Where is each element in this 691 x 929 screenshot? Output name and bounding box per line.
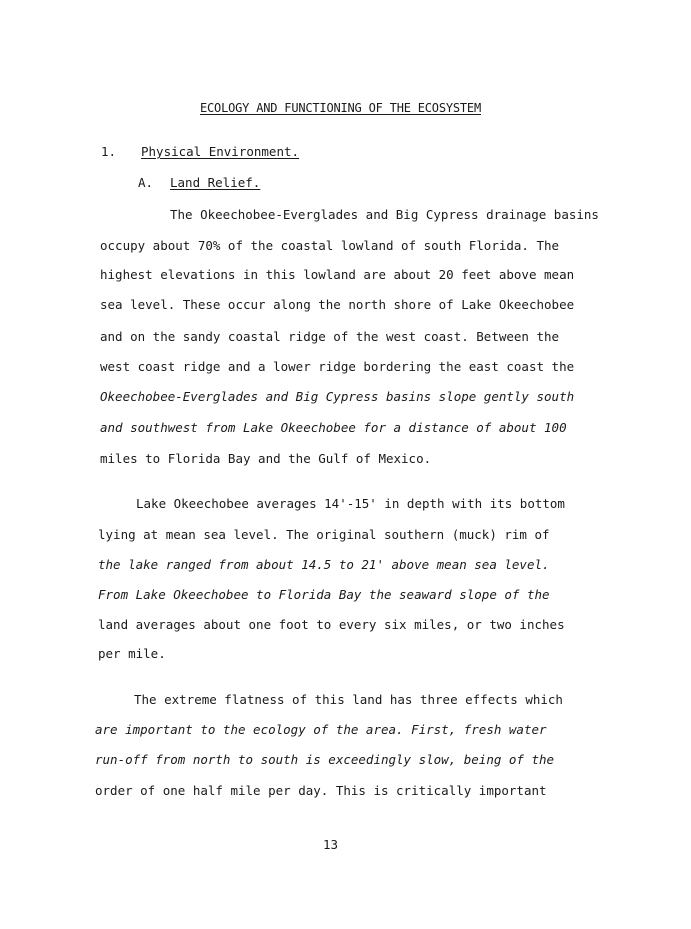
page-number: 13 (323, 837, 339, 852)
paragraph-line: occupy about 70% of the coastal lowland of south Florida. The (100, 238, 560, 253)
paragraph-line: land averages about one foot to every six miles, or two inches (98, 617, 565, 632)
paragraph-line: miles to Florida Bay and the Gulf of Mexico. (100, 451, 432, 466)
paragraph-line: and on the sandy coastal ridge of the west coast. Between the (100, 329, 560, 344)
paragraph-line: The Okeechobee-Everglades and Big Cypress drainage basins (170, 207, 599, 222)
paragraph-line: per mile. (98, 646, 166, 661)
paragraph-line: lying at mean sea level. The original southern (muck) rim of (98, 527, 550, 542)
subsection-heading: Land Relief. (170, 175, 261, 190)
paragraph-line: and southwest from Lake Okeechobee for a distance of about 100 (100, 420, 567, 435)
paragraph-line: highest elevations in this lowland are about 20 feet above mean (100, 267, 575, 282)
paragraph-line: Okeechobee-Everglades and Big Cypress basins slope gently south (100, 389, 575, 404)
paragraph-line: The extreme flatness of this land has three effects which (134, 692, 563, 707)
paragraph-line: the lake ranged from about 14.5 to 21' above mean sea level. (98, 557, 550, 572)
document-title: ECOLOGY AND FUNCTIONING OF THE ECOSYSTEM (200, 101, 481, 115)
paragraph-line: Lake Okeechobee averages 14'-15' in depth with its bottom (136, 496, 565, 511)
paragraph-line: From Lake Okeechobee to Florida Bay the seaward slope of the (98, 587, 550, 602)
paragraph-line: run-off from north to south is exceedingly slow, being of the (95, 752, 555, 767)
section-number: 1. (101, 144, 117, 159)
subsection-letter: A. (138, 175, 154, 190)
section-heading: Physical Environment. (141, 144, 300, 159)
paragraph-line: are important to the ecology of the area. First, fresh water (95, 722, 547, 737)
paragraph-line: west coast ridge and a lower ridge bordering the east coast the (100, 359, 575, 374)
paragraph-line: order of one half mile per day. This is critically important (95, 783, 547, 798)
paragraph-line: sea level. These occur along the north shore of Lake Okeechobee (100, 297, 575, 312)
